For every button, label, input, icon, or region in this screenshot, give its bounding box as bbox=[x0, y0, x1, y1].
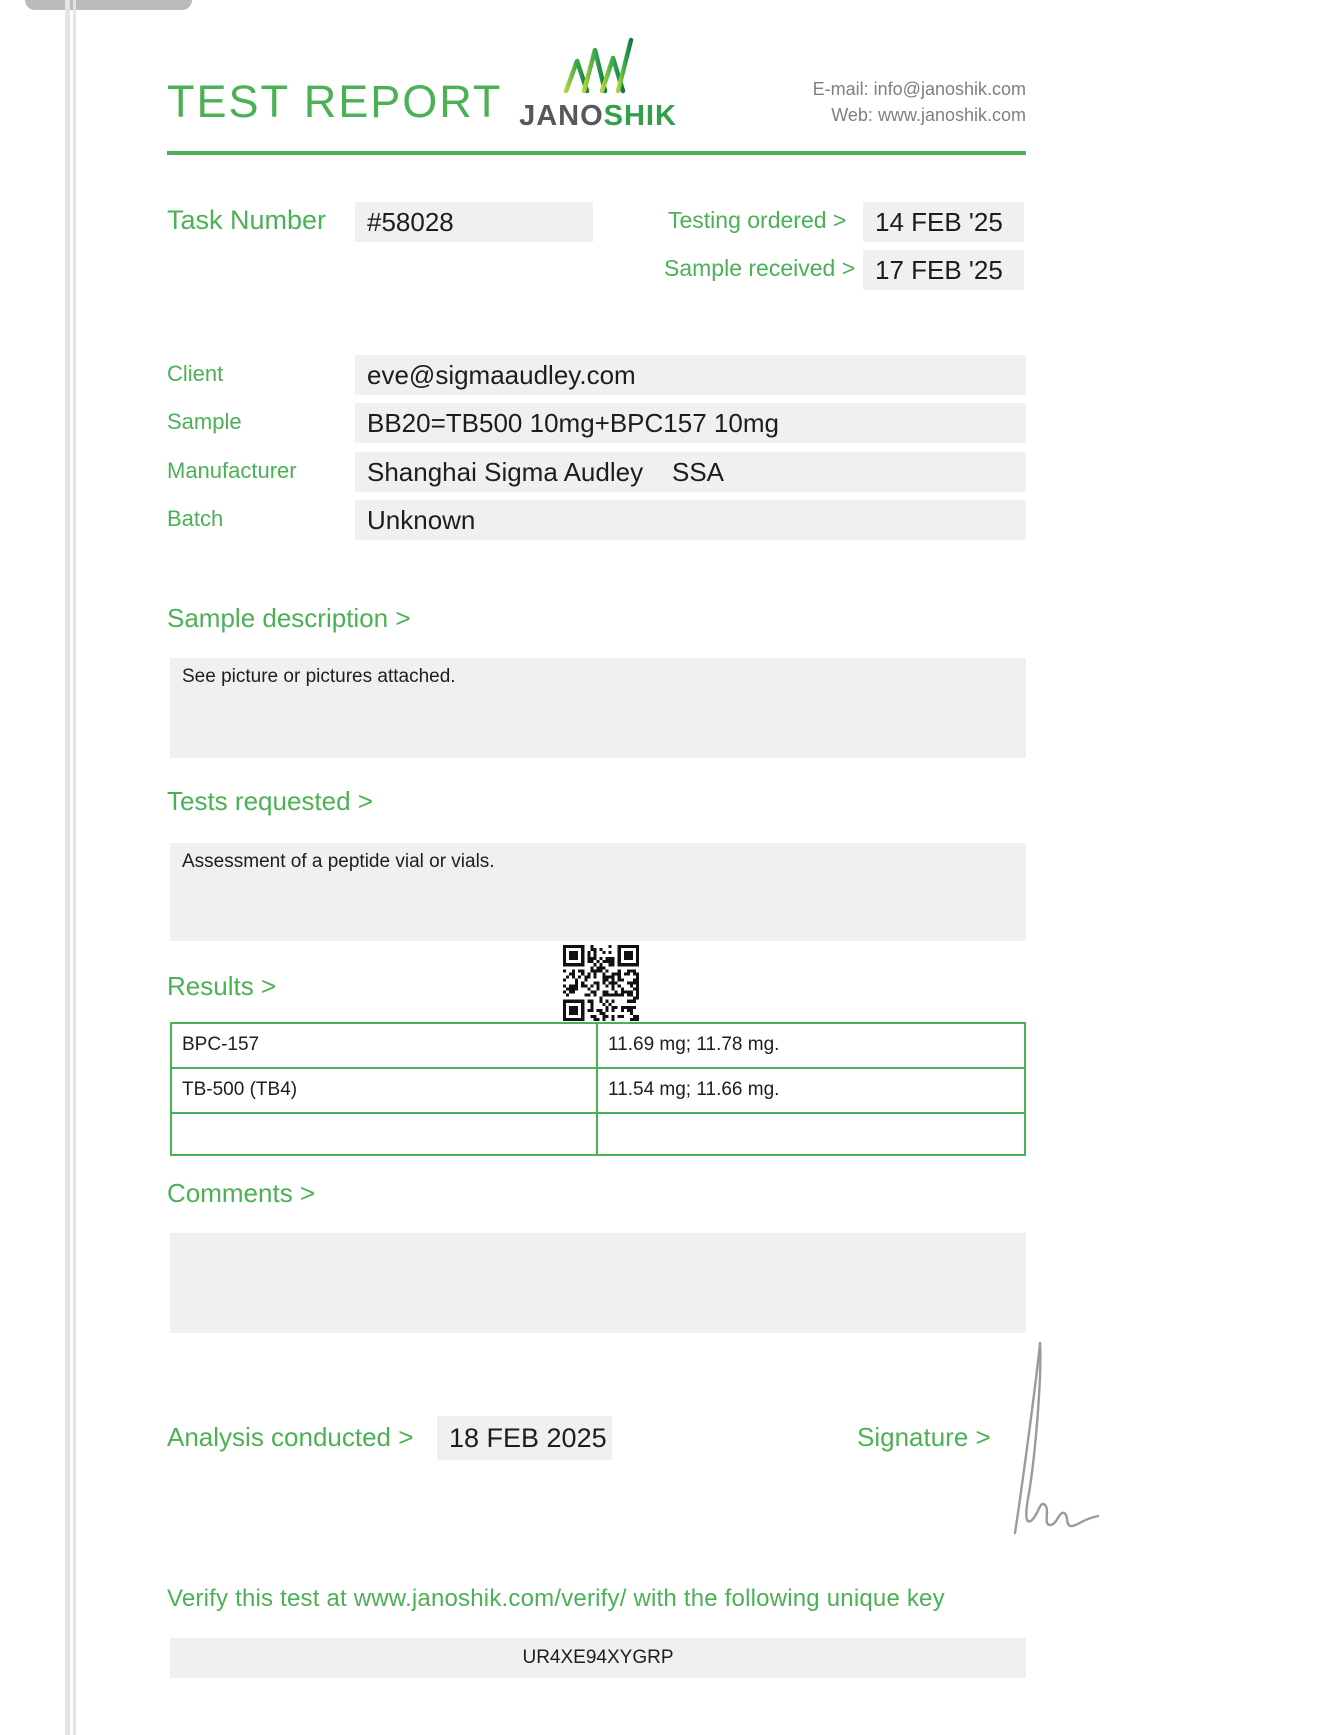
task-number-value-box bbox=[355, 202, 593, 242]
verify-key-box bbox=[170, 1638, 1026, 1678]
analysis-date-value: 18 FEB 2025 bbox=[449, 1423, 607, 1453]
sample-description-text: See picture or pictures attached. bbox=[182, 666, 456, 687]
manufacturer-value-box bbox=[355, 452, 1026, 492]
client-value: eve@sigmaaudley.com bbox=[367, 360, 636, 390]
table-row bbox=[172, 1114, 1024, 1154]
result-name: TB-500 (TB4) bbox=[172, 1069, 598, 1112]
result-name: BPC-157 bbox=[172, 1024, 598, 1067]
report-title: TEST REPORT bbox=[167, 76, 503, 127]
comments-box bbox=[170, 1233, 1026, 1333]
table-row bbox=[172, 1024, 1024, 1069]
logo-jano-text: JANO bbox=[519, 100, 604, 132]
sample-label: Sample bbox=[167, 409, 242, 434]
result-value: 11.69 mg; 11.78 mg. bbox=[608, 1034, 780, 1055]
contact-web: Web: www.janoshik.com bbox=[831, 105, 1026, 125]
testing-ordered-label: Testing ordered > bbox=[668, 207, 847, 233]
signature-scribble bbox=[985, 1335, 1103, 1545]
logo-wordmark bbox=[518, 100, 678, 133]
result-value bbox=[598, 1114, 1024, 1154]
contact-email: E-mail: info@janoshik.com bbox=[812, 79, 1026, 99]
tests-requested-header: Tests requested > bbox=[167, 786, 373, 816]
page-edge-line bbox=[65, 0, 70, 1735]
verify-key-value: UR4XE94XYGRP bbox=[522, 1647, 674, 1668]
sample-value-box bbox=[355, 403, 1026, 443]
task-number-value: #58028 bbox=[367, 207, 454, 237]
testing-ordered-value-box bbox=[863, 202, 1024, 242]
batch-label: Batch bbox=[167, 506, 224, 531]
batch-value: Unknown bbox=[367, 505, 476, 535]
analysis-date-box bbox=[437, 1416, 612, 1460]
result-name bbox=[172, 1114, 598, 1154]
chart-peaks-icon bbox=[562, 81, 634, 98]
sample-received-value-box bbox=[863, 250, 1024, 290]
sample-value: BB20=TB500 10mg+BPC157 10mg bbox=[367, 408, 779, 438]
analysis-conducted-label: Analysis conducted > bbox=[167, 1422, 414, 1452]
contact-block bbox=[813, 76, 1026, 128]
verify-instruction: Verify this test at www.janoshik.com/verify/ with the following unique key bbox=[167, 1585, 945, 1612]
janoshik-logo bbox=[518, 36, 678, 133]
signature-label: Signature > bbox=[857, 1422, 991, 1452]
client-label: Client bbox=[167, 361, 224, 386]
viewer-top-chip bbox=[25, 0, 192, 10]
testing-ordered-value: 14 FEB '25 bbox=[875, 207, 1003, 237]
client-value-box bbox=[355, 355, 1026, 395]
header-divider bbox=[167, 151, 1026, 155]
table-row bbox=[172, 1069, 1024, 1114]
task-number-label: Task Number bbox=[167, 205, 327, 235]
results-table bbox=[170, 1022, 1026, 1156]
qr-code bbox=[563, 945, 639, 1021]
logo-shik-text: SHIK bbox=[603, 100, 677, 132]
sample-received-label: Sample received > bbox=[664, 255, 856, 281]
page-edge-line bbox=[73, 0, 76, 1735]
sample-description-header: Sample description > bbox=[167, 603, 411, 633]
tests-requested-text: Assessment of a peptide vial or vials. bbox=[182, 851, 495, 872]
sample-received-value: 17 FEB '25 bbox=[875, 255, 1003, 285]
batch-value-box bbox=[355, 500, 1026, 540]
result-value: 11.54 mg; 11.66 mg. bbox=[608, 1079, 780, 1100]
tests-requested-box bbox=[170, 843, 1026, 941]
manufacturer-label: Manufacturer bbox=[167, 458, 297, 483]
manufacturer-value: Shanghai Sigma Audley SSA bbox=[367, 457, 725, 487]
comments-header: Comments > bbox=[167, 1178, 316, 1208]
results-header: Results > bbox=[167, 971, 277, 1001]
sample-description-box bbox=[170, 658, 1026, 758]
